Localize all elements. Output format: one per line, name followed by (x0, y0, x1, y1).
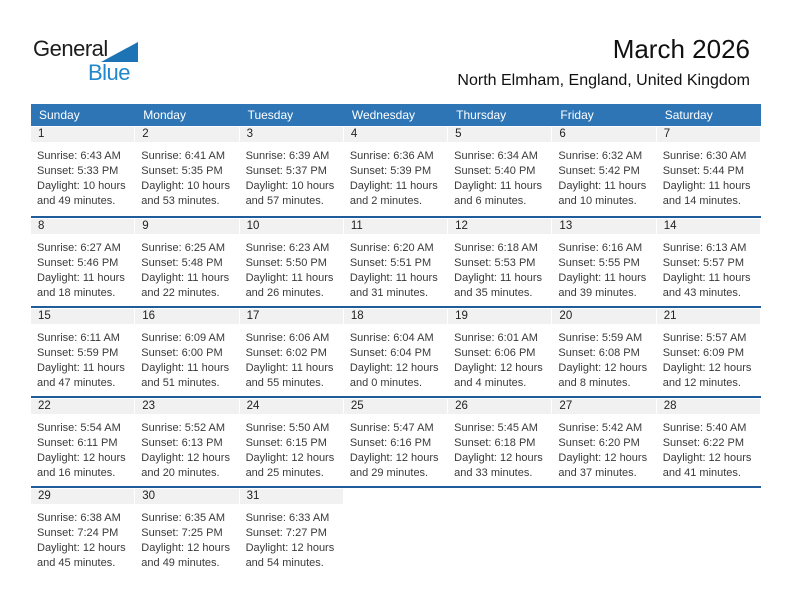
info-line: Sunset: 5:48 PM (141, 257, 223, 269)
info-line: Daylight: 10 hours (141, 180, 230, 192)
week-row-2 (31, 216, 761, 306)
week-row-1 (31, 126, 761, 216)
day-number: 9 (135, 219, 238, 234)
info-line: and 12 minutes. (662, 377, 741, 389)
day-sun-info (344, 241, 448, 301)
day-number: 20 (552, 309, 655, 324)
info-line: Daylight: 10 hours (37, 180, 126, 192)
week-row-4 (31, 396, 761, 486)
weekday-header-tuesday: Tuesday (247, 108, 294, 122)
info-line: Sunset: 5:53 PM (454, 257, 536, 269)
day-number: 25 (344, 399, 447, 414)
info-line: Daylight: 11 hours (141, 362, 230, 374)
info-line: and 22 minutes. (141, 287, 220, 299)
info-line: Daylight: 11 hours (141, 272, 230, 284)
info-line: Daylight: 11 hours (245, 362, 334, 374)
info-line: Sunrise: 6:18 AM (454, 242, 538, 254)
info-line: Sunrise: 5:54 AM (37, 422, 121, 434)
info-line: and 18 minutes. (37, 287, 116, 299)
day-sun-info (448, 331, 552, 391)
day-number: 22 (31, 399, 134, 414)
day-sun-info (135, 511, 239, 571)
day-number: 16 (135, 309, 238, 324)
info-line: Sunset: 6:18 PM (454, 437, 536, 449)
info-line: Sunrise: 5:40 AM (662, 422, 747, 434)
logo-text-general: General (33, 36, 108, 61)
day-sun-info (552, 241, 656, 301)
weekday-header-saturday: Saturday (664, 108, 713, 122)
info-line: Daylight: 12 hours (349, 452, 439, 464)
info-line: Sunset: 6:09 PM (662, 347, 745, 359)
info-line: Daylight: 10 hours (245, 180, 335, 192)
info-line: Daylight: 11 hours (558, 272, 647, 284)
info-line: Daylight: 11 hours (245, 272, 334, 284)
info-line: Sunrise: 6:32 AM (558, 150, 643, 162)
info-line: and 10 minutes. (558, 195, 637, 207)
info-line: Sunset: 5:51 PM (349, 257, 432, 269)
day-number: 5 (448, 127, 551, 142)
info-line: and 37 minutes. (558, 467, 637, 479)
info-line: and 31 minutes. (349, 287, 429, 299)
info-line: and 2 minutes. (349, 195, 422, 207)
info-line: Sunset: 5:37 PM (245, 165, 327, 177)
week-row-5 (31, 486, 761, 576)
day-sun-info (240, 511, 344, 571)
info-line: Daylight: 12 hours (454, 452, 543, 464)
day-number: 8 (31, 219, 134, 234)
day-cell-25 (344, 398, 448, 486)
generalblue-logo (33, 36, 153, 88)
info-line: Daylight: 12 hours (454, 362, 543, 374)
day-sun-info (344, 149, 448, 209)
info-line: Daylight: 11 hours (349, 180, 438, 192)
info-line: Sunset: 6:20 PM (558, 437, 640, 449)
weekday-header-wednesday: Wednesday (351, 108, 415, 122)
info-line: Sunrise: 5:42 AM (558, 422, 643, 434)
info-line: and 29 minutes. (349, 467, 429, 479)
info-line: Sunset: 5:40 PM (454, 165, 536, 177)
info-line: Sunrise: 6:20 AM (349, 242, 434, 254)
day-sun-info (448, 241, 552, 301)
info-line: Sunset: 5:44 PM (662, 165, 745, 177)
day-number: 24 (240, 399, 343, 414)
day-cell-7 (657, 126, 761, 216)
day-number: 31 (240, 489, 343, 504)
info-line: Sunset: 6:11 PM (37, 437, 118, 449)
info-line: Sunset: 6:00 PM (141, 347, 223, 359)
page-title: March 2026 (612, 34, 750, 64)
day-sun-info (31, 511, 135, 571)
day-sun-info (552, 149, 656, 209)
day-sun-info (31, 241, 135, 301)
info-line: Sunrise: 5:50 AM (245, 422, 330, 434)
day-sun-info (448, 149, 552, 209)
info-line: Sunset: 6:06 PM (454, 347, 536, 359)
day-sun-info (657, 421, 761, 481)
info-line: Sunrise: 6:30 AM (662, 150, 747, 162)
info-line: Sunrise: 6:09 AM (141, 332, 226, 344)
info-line: Sunset: 5:39 PM (349, 165, 432, 177)
day-number: 29 (31, 489, 134, 504)
info-line: Sunrise: 6:06 AM (245, 332, 330, 344)
day-cell-3 (240, 126, 344, 216)
day-number: 18 (344, 309, 447, 324)
day-sun-info (657, 331, 761, 391)
day-number: 26 (448, 399, 551, 414)
info-line: and 45 minutes. (37, 557, 116, 569)
info-line: Sunset: 5:55 PM (558, 257, 640, 269)
day-number: 2 (135, 127, 238, 142)
info-line: and 0 minutes. (349, 377, 422, 389)
day-sun-info (344, 421, 448, 481)
info-line: and 43 minutes. (662, 287, 741, 299)
info-line: Daylight: 12 hours (558, 362, 648, 374)
week-row-3 (31, 306, 761, 396)
info-line: Sunrise: 6:23 AM (245, 242, 330, 254)
info-line: Sunrise: 6:34 AM (454, 150, 538, 162)
info-line: Sunset: 5:42 PM (558, 165, 640, 177)
day-sun-info (344, 331, 448, 391)
info-line: and 47 minutes. (37, 377, 116, 389)
weekday-header-row (31, 104, 761, 126)
info-line: and 33 minutes. (454, 467, 533, 479)
info-line: Daylight: 12 hours (37, 452, 126, 464)
info-line: Sunrise: 6:16 AM (558, 242, 643, 254)
calendar-weeks (31, 126, 761, 576)
day-cell-13 (552, 218, 656, 306)
day-cell-12 (448, 218, 552, 306)
info-line: Sunset: 7:25 PM (141, 527, 223, 539)
day-number: 14 (657, 219, 760, 234)
info-line: Sunset: 7:24 PM (37, 527, 119, 539)
info-line: Sunrise: 6:35 AM (141, 512, 226, 524)
day-cell-22 (31, 398, 135, 486)
info-line: Sunrise: 6:11 AM (37, 332, 120, 344)
info-line: Daylight: 11 hours (454, 272, 542, 284)
day-number: 28 (657, 399, 760, 414)
day-sun-info (657, 149, 761, 209)
day-cell-14 (657, 218, 761, 306)
info-line: and 35 minutes. (454, 287, 533, 299)
day-sun-info (448, 421, 552, 481)
day-number: 6 (552, 127, 655, 142)
info-line: Sunrise: 6:39 AM (245, 150, 330, 162)
day-cell-11 (344, 218, 448, 306)
day-cell-18 (344, 308, 448, 396)
info-line: Daylight: 11 hours (558, 180, 647, 192)
info-line: and 14 minutes. (662, 195, 741, 207)
day-number: 12 (448, 219, 551, 234)
day-sun-info (657, 241, 761, 301)
info-line: Daylight: 11 hours (662, 180, 751, 192)
day-cell-28 (657, 398, 761, 486)
info-line: and 51 minutes. (141, 377, 220, 389)
info-line: and 6 minutes. (454, 195, 527, 207)
day-number: 10 (240, 219, 343, 234)
info-line: Daylight: 12 hours (349, 362, 439, 374)
info-line: Sunset: 5:57 PM (662, 257, 745, 269)
day-number: 7 (657, 127, 760, 142)
info-line: Daylight: 12 hours (245, 452, 335, 464)
info-line: Sunrise: 6:33 AM (245, 512, 330, 524)
info-line: and 49 minutes. (37, 195, 116, 207)
info-line: and 55 minutes. (245, 377, 324, 389)
day-cell-2 (135, 126, 239, 216)
day-sun-info (240, 331, 344, 391)
info-line: Sunrise: 5:52 AM (141, 422, 226, 434)
day-sun-info (135, 241, 239, 301)
day-sun-info (135, 331, 239, 391)
day-number: 13 (552, 219, 655, 234)
day-cell-8 (31, 218, 135, 306)
info-line: Daylight: 11 hours (349, 272, 438, 284)
info-line: Sunset: 6:13 PM (141, 437, 223, 449)
info-line: Sunset: 6:02 PM (245, 347, 327, 359)
day-sun-info (135, 421, 239, 481)
day-cell-1 (31, 126, 135, 216)
day-cell-29 (31, 488, 135, 576)
info-line: and 4 minutes. (454, 377, 527, 389)
info-line: Sunset: 6:15 PM (245, 437, 327, 449)
info-line: Daylight: 12 hours (141, 452, 230, 464)
info-line: and 8 minutes. (558, 377, 631, 389)
day-sun-info (31, 331, 135, 391)
day-sun-info (31, 421, 135, 481)
day-sun-info (135, 149, 239, 209)
info-line: Daylight: 11 hours (37, 272, 125, 284)
info-line: Sunrise: 5:45 AM (454, 422, 538, 434)
day-cell-26 (448, 398, 552, 486)
info-line: Sunset: 6:16 PM (349, 437, 432, 449)
day-cell-6 (552, 126, 656, 216)
info-line: and 53 minutes. (141, 195, 220, 207)
day-number: 21 (657, 309, 760, 324)
day-cell-empty (344, 488, 448, 576)
info-line: Sunset: 5:50 PM (245, 257, 327, 269)
day-number: 30 (135, 489, 238, 504)
weekday-header-sunday: Sunday (39, 108, 80, 122)
info-line: Sunset: 5:46 PM (37, 257, 119, 269)
info-line: Sunrise: 6:01 AM (454, 332, 538, 344)
info-line: Daylight: 11 hours (37, 362, 125, 374)
day-cell-empty (657, 488, 761, 576)
day-number: 23 (135, 399, 238, 414)
info-line: Daylight: 11 hours (454, 180, 542, 192)
info-line: and 39 minutes. (558, 287, 637, 299)
info-line: Sunrise: 6:38 AM (37, 512, 121, 524)
info-line: Daylight: 12 hours (37, 542, 126, 554)
info-line: Sunset: 6:04 PM (349, 347, 432, 359)
info-line: Daylight: 11 hours (662, 272, 751, 284)
day-number: 15 (31, 309, 134, 324)
day-cell-4 (344, 126, 448, 216)
day-cell-10 (240, 218, 344, 306)
info-line: Sunrise: 6:25 AM (141, 242, 226, 254)
day-sun-info (240, 421, 344, 481)
day-cell-30 (135, 488, 239, 576)
info-line: Sunrise: 6:43 AM (37, 150, 121, 162)
info-line: Daylight: 12 hours (245, 542, 335, 554)
day-sun-info (31, 149, 135, 209)
info-line: and 54 minutes. (245, 557, 324, 569)
day-cell-20 (552, 308, 656, 396)
day-cell-empty (552, 488, 656, 576)
day-cell-19 (448, 308, 552, 396)
info-line: Sunrise: 6:36 AM (349, 150, 434, 162)
info-line: Sunset: 5:33 PM (37, 165, 119, 177)
info-line: Sunrise: 6:04 AM (349, 332, 434, 344)
info-line: Sunset: 6:08 PM (558, 347, 640, 359)
info-line: Sunrise: 6:27 AM (37, 242, 121, 254)
info-line: Sunrise: 5:47 AM (349, 422, 434, 434)
day-number: 27 (552, 399, 655, 414)
day-cell-17 (240, 308, 344, 396)
day-number: 17 (240, 309, 343, 324)
info-line: and 20 minutes. (141, 467, 220, 479)
day-sun-info (552, 421, 656, 481)
day-sun-info (240, 241, 344, 301)
day-number: 4 (344, 127, 447, 142)
day-number: 1 (31, 127, 134, 142)
info-line: and 49 minutes. (141, 557, 220, 569)
info-line: Daylight: 12 hours (558, 452, 648, 464)
weekday-header-friday: Friday (560, 108, 594, 122)
info-line: Daylight: 12 hours (662, 362, 752, 374)
day-number: 19 (448, 309, 551, 324)
info-line: and 16 minutes. (37, 467, 116, 479)
weekday-header-monday: Monday (143, 108, 186, 122)
location-subtitle: North Elmham, England, United Kingdom (457, 72, 750, 89)
info-line: and 26 minutes. (245, 287, 324, 299)
info-line: and 57 minutes. (245, 195, 324, 207)
info-line: Sunrise: 6:41 AM (141, 150, 226, 162)
day-cell-15 (31, 308, 135, 396)
info-line: Sunset: 6:22 PM (662, 437, 745, 449)
info-line: Daylight: 12 hours (662, 452, 752, 464)
day-cell-21 (657, 308, 761, 396)
info-line: Sunrise: 5:59 AM (558, 332, 643, 344)
info-line: Sunset: 7:27 PM (245, 527, 327, 539)
info-line: Sunset: 5:35 PM (141, 165, 223, 177)
info-line: Daylight: 12 hours (141, 542, 230, 554)
info-line: Sunrise: 6:13 AM (662, 242, 747, 254)
info-line: and 25 minutes. (245, 467, 324, 479)
logo-triangle-icon (101, 42, 138, 62)
logo-text-blue: Blue (88, 60, 131, 85)
day-number: 3 (240, 127, 343, 142)
day-sun-info (552, 331, 656, 391)
day-number: 11 (344, 219, 447, 234)
day-cell-31 (240, 488, 344, 576)
day-cell-5 (448, 126, 552, 216)
day-cell-empty (448, 488, 552, 576)
day-cell-16 (135, 308, 239, 396)
day-cell-23 (135, 398, 239, 486)
day-cell-9 (135, 218, 239, 306)
weekday-header-thursday: Thursday (456, 108, 507, 122)
day-cell-27 (552, 398, 656, 486)
info-line: Sunset: 5:59 PM (37, 347, 119, 359)
info-line: Sunrise: 5:57 AM (662, 332, 747, 344)
day-cell-24 (240, 398, 344, 486)
day-sun-info (240, 149, 344, 209)
calendar (31, 104, 761, 576)
info-line: and 41 minutes. (662, 467, 741, 479)
